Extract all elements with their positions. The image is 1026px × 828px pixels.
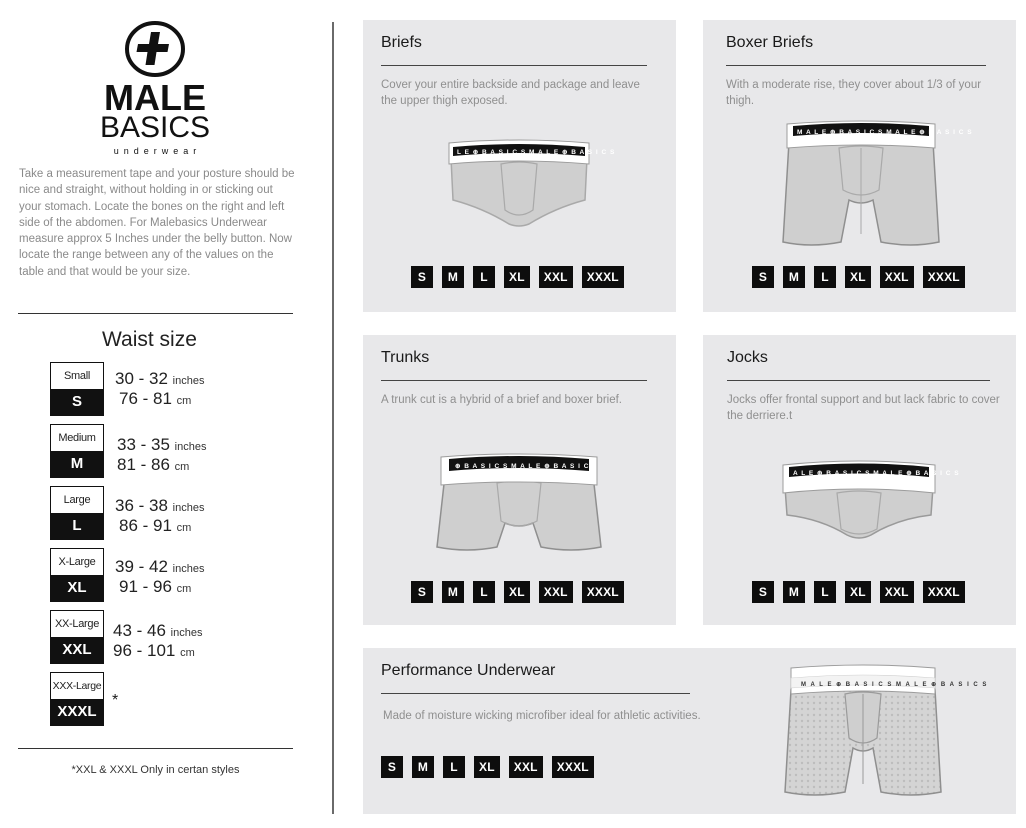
inches-range: 30 - 32 [115,369,168,388]
size-code: L [51,513,103,539]
card-description: Cover your entire backside and package and leave the upper thigh exposed. [381,79,640,108]
card-description: A trunk cut is a hybrid of a brief and boxer brief. [381,394,622,406]
size-chips-jocks [752,581,965,603]
size-chips-performance [381,756,594,778]
size-chip-m: M [442,266,464,288]
size-name: XX-Large [54,618,100,630]
card-title: Trunks [381,349,430,366]
size-row-xlarge [50,548,310,602]
card-trunks [363,335,676,625]
size-chip-xxxl: XXXL [582,266,624,288]
size-chip-xxl: XXL [880,266,914,288]
size-chip-xl: XL [845,266,871,288]
cm-range: 76 - 81 [119,389,172,408]
size-chip-m: M [412,756,434,778]
size-code: XXXL [51,699,103,725]
size-chip-l: L [443,756,465,778]
size-chip-xxl: XXL [539,266,573,288]
card-title: Briefs [381,34,422,51]
measurement-instructions: Take a measurement tape and your posture should be nice and straight, without holding in or sticking out your stomach. Locate the bones on the right and left side of the abdomen. For Malebasics Underwear measure approx 5 Inches under the belly button. Now locate the range between any of the values on the table and that would be your size. [19,168,295,278]
size-row-large [50,486,310,540]
size-chip-l: L [814,266,836,288]
inches-range: 39 - 42 [115,557,168,576]
size-chip-s: S [752,266,774,288]
size-label-box [50,610,104,664]
briefs-illustration [445,136,616,232]
jocks-illustration [779,457,960,543]
card-jocks [703,335,1016,625]
card-briefs [363,20,676,312]
column-divider [332,22,334,814]
cm-range: 96 - 101 [113,641,176,660]
cm-unit: cm [174,461,190,473]
size-chip-s: S [411,266,433,288]
size-label-box [50,486,104,540]
size-code: S [51,389,103,415]
size-chip-s: S [411,581,433,603]
inches-range: 43 - 46 [113,621,166,640]
size-chips-trunks [411,581,624,603]
size-chip-l: L [473,266,495,288]
size-chip-l: L [814,581,836,603]
card-description: With a moderate rise, they cover about 1/3 of your thigh. [726,79,982,108]
cm-range: 86 - 91 [119,516,172,535]
boxer-briefs-illustration [781,118,973,250]
size-chip-xxxl: XXXL [923,266,965,288]
size-chip-xxxl: XXXL [552,756,594,778]
card-title: Performance Underwear [381,662,556,679]
inches-unit: inches [174,441,207,453]
card-description: Made of moisture wicking microfiber ideal for athletic activities. [383,710,701,722]
waistband-text: ⊕ B A S I C S M A L E ⊕ B A S I C S [455,463,598,470]
cm-unit: cm [180,647,195,659]
asterisk-note-marker: * [112,692,119,709]
cm-unit: cm [176,395,192,407]
size-code: XXL [51,637,103,663]
card-title-rule [727,380,990,381]
card-boxer-briefs [703,20,1016,312]
size-chip-s: S [752,581,774,603]
size-chip-xxl: XXL [509,756,543,778]
size-code: XL [51,575,103,601]
size-chip-xxl: XXL [880,581,914,603]
card-title-rule [381,380,647,381]
cm-range: 81 - 86 [117,455,170,474]
waistband-text: A L E ⊕ B A S I C S M A L E ⊕ B A S I C S [793,470,960,477]
performance-underwear-illustration [781,664,988,800]
cm-unit: cm [176,583,192,595]
sizing-guide-panel [0,0,310,828]
size-chip-xl: XL [504,581,530,603]
card-description: Jocks offer frontal support and but lack fabric to cover the derriere.t [727,394,1000,423]
size-name: Small [63,370,90,382]
trunks-illustration [435,451,603,555]
card-title: Boxer Briefs [726,34,814,51]
size-row-medium [50,424,310,478]
waistband-text: L E ⊕ B A S I C S M A L E ⊕ B A S I C S [457,149,616,156]
brand-word-basics: BASICS [100,111,211,144]
cm-range: 91 - 96 [119,577,172,596]
size-chips-boxer [752,266,965,288]
size-label-box [50,424,104,478]
footnote: *XXL & XXXL Only in certan styles [71,764,240,776]
inches-unit: inches [172,375,205,387]
size-row-xxxlarge [50,672,310,726]
inches-unit: inches [172,502,205,514]
size-chip-xl: XL [845,581,871,603]
waist-size-title: Waist size [102,328,197,351]
brand-logo [100,20,210,156]
size-chip-s: S [381,756,403,778]
brand-word-male: MALE [104,77,206,118]
size-row-xxlarge [50,610,310,664]
waistband-text: M A L E ⊕ B A S I C S M A L E ⊕ B A S I C S [801,682,988,688]
plus-circle-icon [124,20,186,78]
size-chips-briefs [411,266,624,288]
size-chip-xxl: XXL [539,581,573,603]
size-chip-xl: XL [504,266,530,288]
size-row-small [50,362,310,416]
brand-tagline: underwear [113,146,202,156]
card-title-rule [726,65,986,66]
cm-unit: cm [176,522,192,534]
size-chip-xxxl: XXXL [582,581,624,603]
size-code: M [51,451,103,477]
size-chip-m: M [783,581,805,603]
divider [18,313,293,314]
size-name: XXX-Large [52,680,102,692]
size-name: Large [63,494,91,506]
size-name: Medium [58,432,96,444]
waistband-text: M A L E ⊕ B A S I C S M A L E ⊕ B A S I C S [797,129,973,136]
card-title-rule [381,693,690,694]
size-name: X-Large [58,556,96,568]
inches-range: 36 - 38 [115,496,168,515]
inches-unit: inches [170,627,203,639]
size-chip-xl: XL [474,756,500,778]
divider [18,748,293,749]
size-label-box [50,362,104,416]
size-chip-m: M [442,581,464,603]
size-chip-l: L [473,581,495,603]
size-chip-m: M [783,266,805,288]
inches-range: 33 - 35 [117,435,170,454]
inches-unit: inches [172,563,205,575]
size-label-box [50,672,104,726]
size-chip-xxxl: XXXL [923,581,965,603]
size-label-box [50,548,104,602]
card-performance-underwear [363,648,1016,814]
card-title-rule [381,65,647,66]
card-title: Jocks [727,349,768,366]
